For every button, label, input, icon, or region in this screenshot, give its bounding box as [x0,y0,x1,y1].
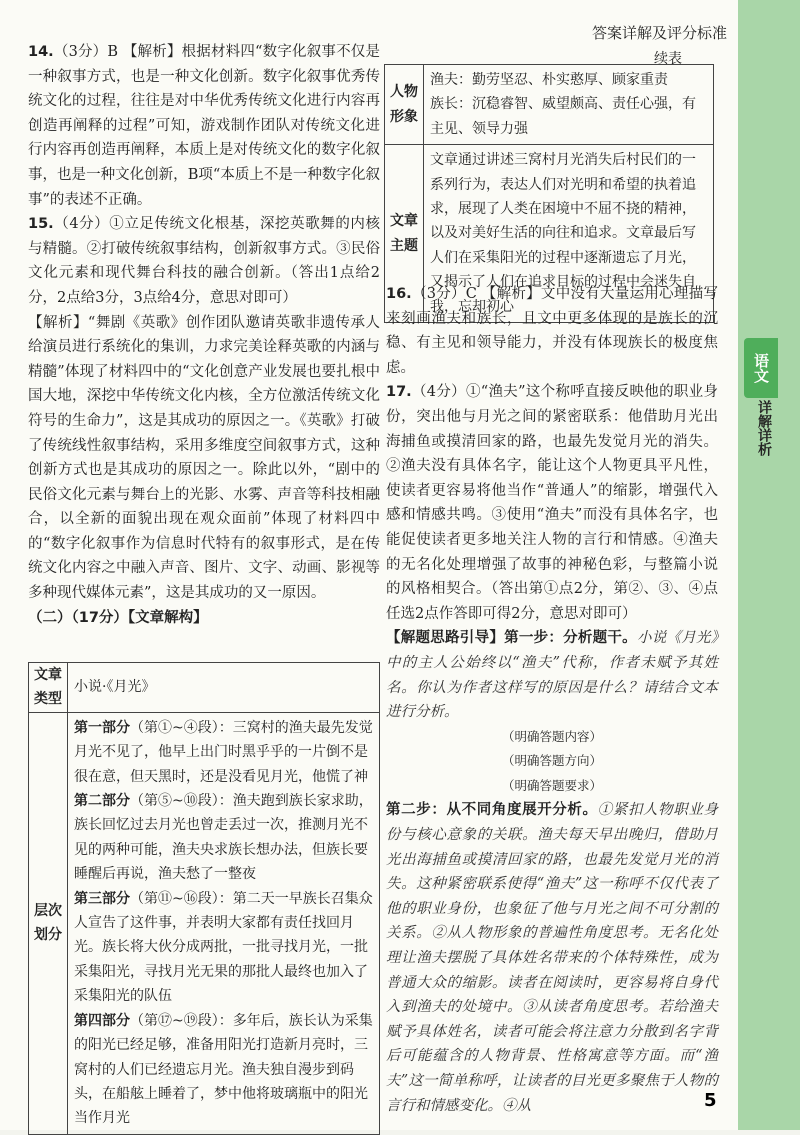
table-row [29,712,380,1134]
right-column [386,282,718,1118]
question-number: 16. [386,286,412,302]
row-content [424,65,714,145]
table-row [385,65,714,145]
part-text: （第⑰~⑲段）：多年后，族长认为采集的阳光已经足够，准备用阳光打造新月亮时，三窝村的人们已经遗忘月光。渔夫独自漫步到码头，在船舷上睡着了，梦中他将玻璃瓶中的阳光当作月光 [74,1012,373,1127]
answer-text: （4分）①立足传统文化根基，深挖英歌舞的内核与精髓。②打破传统叙事结构，创新叙事方式。③民俗文化元素和现代舞台科技的融合创新。（答出1点给2分，2点给3分，3点给4分，意思对即可） [28,216,380,306]
part-text: （第①~④段）：三窝村的渔夫最先发觉月光不见了，他早上出门时黑乎乎的一片倒不是很在意，但天黑时，还是没看见月光，他慌了神 [74,719,373,785]
row-heading: 人物形象 [385,65,424,145]
answer-text: （4分）①“渔夫”这个称呼直接反映他的职业身份，突出他与月光之间的紧密联系：他借助月光出海捕鱼或摸清回家的路，也最先发觉月光的消失。②渔夫没有具体名字，能让这个人物更具平凡性，使读者更容易将他当作“普通人”的缩影，增强代入感和情感共鸣。③使用“渔夫”而没有具体名字，也能促使读者更多地关注人物的言行和情感。④渔夫的无名化处理增强了故事的神秘色彩，与整篇小说的风格相契合。（答出第①点2分，第②、③、④点任选2点作答即可得2分，意思对即可） [386,384,718,622]
question-number: 15. [28,216,54,233]
row-heading: 文章主题 [385,145,424,323]
subject-tab: 语文 [744,338,778,398]
table-row [29,663,380,713]
table-continued-label: 续表 [654,51,682,67]
answer-14 [28,40,380,212]
question-number: 14. [28,44,54,60]
answer-text: （3分）C 【解析】文中没有大量运用心理描写来刻画渔夫和族长，且文中更多体现的是族长的沉稳、有主见和领导能力，并没有体现族长的极度焦虑。 [386,286,718,376]
content-line: 族长：沉稳睿智、威望颇高、责任心强，有主见、领导力强 [430,96,696,137]
left-column [28,40,380,630]
header-title: 答案详解及评分标准 [592,24,728,42]
part-text: （第⑪~⑯段）：第二天一早族长召集众人宣告了这件事，并表明大家都有责任找回月光。族长将大伙分成两批，一批寻找月光，一批采集阳光，寻找月光无果的那批人最终也加入了采集阳光的队伍 [74,890,373,1005]
part-label: 第四部分 [74,1012,130,1029]
answer-16 [386,282,718,380]
answer-15-analysis: 【解析】“舞剧《英歌》创作团队邀请英歌非遗传承人给演员进行系统化的集训，力求完美诠释英歌的内涵与精髓”体现了材料四中的“文化创意产业发展也要扎根中国大地，深挖中华传统文化内核，全方位激活传统文化符号的生命力”，这是其成功的原因之一。《英歌》打破了传统线性叙事结构，采用多维度空间叙事方式，这种创新方式也是其成功的原因之一。除此以外，“剧中的民俗文化元素与舞台上的光影、水雾、声音等科技相融合，以全新的面貌出现在观众面前”体现了材料四中的“数字化叙事作为信息时代特有的叙事形式，是在传统文化内容之中融入声音、图片、文字、动画、影视等多种现代媒体元素”，这是其成功的又一原因。 [28,314,380,602]
answer-text: （3分）B 【解析】根据材料四“数字化叙事不仅是一种叙事方式，也是一种文化创新。数字化叙事优秀传统文化的过程，往往是对中华优秀传统文化进行内容再创造再阐释的过程”可知，游戏制作团队对传统文化进行内容再创造再阐释，本质上是对传统文化的数字化叙事，也是一种文化创新，B项“本质上不是一种数字化叙事”的表述不正确。 [28,44,380,208]
note-direction: （明确答题方向） [501,753,602,769]
row-content [68,712,380,1134]
step-text: ①紧扣人物职业身份与核心意象的关联。渔夫每天早出晚归，借助月光出海捕鱼或摸清回家的路，也最先发觉月光的消失。这种紧密联系使得“渔夫”这一称呼不仅代表了他的职业身份，也象征了他与月光之间不可分割的关系。②从人物形象的普遍性角度思考。无名化处理让渔夫摆脱了具体姓名带来的个体特殊性，成为普通大众的缩影。读者在阅读时，更容易将自身代入到渔夫的处境中。③从读者角度思考。若给渔夫赋予具体姓名，读者可能会将注意力分散到名字背后可能蕴含的人物背景、性格寓意等方面。而“渔夫”这一简单称呼，让读者的目光更多聚焦于人物的言行和情感变化。④从 [386,802,719,1114]
part-item [74,887,373,1009]
part-label: 第三部分 [74,890,130,907]
guide-step-1 [386,626,718,724]
content-line: 渔夫：勤劳坚忍、朴实憨厚、顾家重责 [430,72,668,88]
answer-17 [386,380,718,626]
part-text: （第⑤~⑩段）：渔夫跑到族长家求助，族长回忆过去月光也曾走丢过一次，推测月光不见的两种可能，渔夫央求族长想办法，但族长要睡醒后再说，渔夫愁了一整夜 [74,793,373,883]
step-title: 第二步：从不同角度展开分析。 [386,802,598,819]
row-heading: 层次划分 [29,712,68,1134]
content-line: 文章通过讲述三窝村月光消失后村民们的一系列行为，表达人们对光明和希望的执着追求，展现了人类在困境中不屈不挠的精神，以及对美好生活的向往和追求。文章最后写人们在采集阳光的过程中逐渐遗忘了月光，又揭示了人们在追求目标的过程中会迷失自我，忘却初心 [430,152,696,315]
part-item [74,1009,373,1131]
part-item [74,789,373,887]
question-number: 17. [386,384,412,401]
article-structure-table [28,662,380,1135]
note-requirement: （明确答题要求） [501,777,602,793]
row-content: 小说·《月光》 [68,663,380,713]
guide-text: 小说《月光》中的主人公始终以“渔夫”代称，作者未赋予其姓名。你认为作者这样写的原因是什么？请结合文本进行分析。 [386,630,719,721]
note-content: （明确答题内容） [501,728,602,744]
right-margin-band [738,0,800,1130]
guide-title: 【解题思路引导】第一步：分析题干。 [386,630,637,647]
section-heading: （二）（17分）【文章解构】 [28,609,208,626]
part-label: 第一部分 [74,719,130,736]
section-side-label: 详解详析 [756,400,772,456]
guide-step-2 [386,798,718,1118]
answer-15 [28,212,380,310]
part-item [74,716,373,789]
row-heading: 文章类型 [29,663,68,713]
page-number: 5 [704,1090,717,1111]
part-label: 第二部分 [74,793,130,810]
